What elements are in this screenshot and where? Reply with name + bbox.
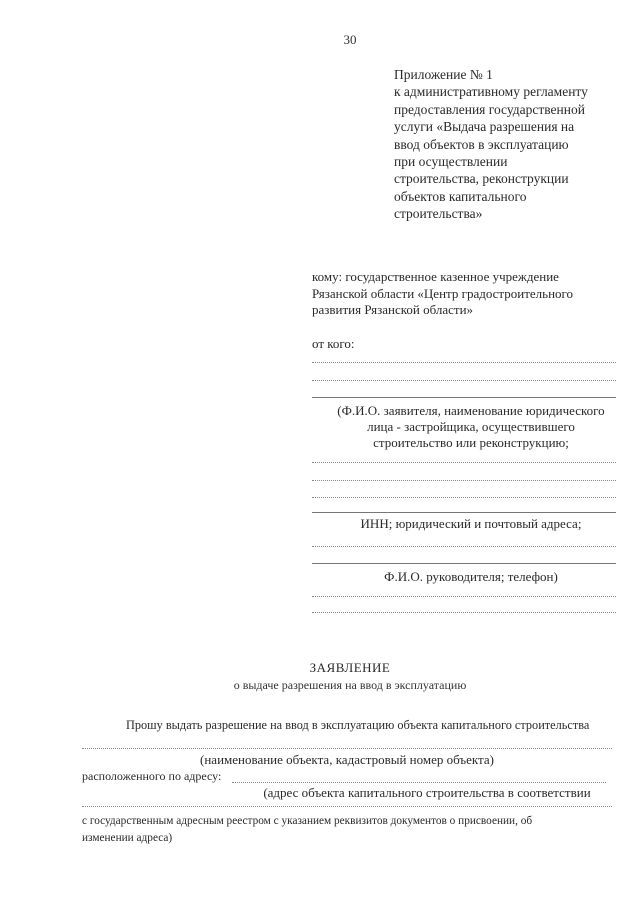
appendix-line: предоставления государственной [394, 101, 585, 117]
inn-line-1[interactable] [312, 546, 616, 547]
page-number: 30 [343, 32, 357, 47]
address-line[interactable] [232, 782, 606, 783]
inn-caption: ИНН; юридический и почтовый адреса; [360, 516, 582, 531]
appendix-line: строительства» [394, 206, 483, 222]
appendix-line: к административному регламенту [394, 84, 588, 100]
appendix-line: услуги «Выдача разрешения на [394, 119, 575, 135]
applicant-line-6[interactable] [312, 497, 616, 498]
inn-line-2[interactable] [312, 563, 616, 564]
applicant-line-7[interactable] [312, 512, 616, 513]
applicant-line-2[interactable] [312, 380, 616, 381]
object-name-line[interactable] [82, 748, 612, 749]
applicant-line-5[interactable] [312, 480, 616, 481]
recipient-line: Рязанской области «Центр градостроительного [312, 285, 574, 301]
appendix-header [394, 66, 630, 223]
head-line-2[interactable] [312, 612, 616, 613]
head-line-1[interactable] [312, 596, 616, 597]
appendix-line: ввод объектов в эксплуатацию [394, 136, 569, 152]
applicant-line-3[interactable] [312, 397, 616, 398]
head-caption: Ф.И.О. руководителя; телефон) [384, 569, 558, 584]
address-caption: (адрес объекта капитального строительства в соответствии [263, 785, 591, 800]
appendix-line: при осуществлении [394, 154, 508, 170]
object-caption: (наименование объекта, кадастровый номер объекта) [200, 752, 494, 767]
appendix-line: объектов капитального [394, 188, 527, 204]
recipient-line: кому: государственное казенное учреждение [312, 269, 559, 284]
appendix-line: строительства, реконструкции [394, 171, 569, 187]
located-label: расположенного по адресу: [82, 769, 222, 783]
applicant-caption: (Ф.И.О. заявителя, наименование юридического лица - застройщика, осуществившего строительство или реконструкцию; [337, 403, 605, 450]
registry-text-line: с государственным адресным реестром с указанием реквизитов документов о присвоении, об [82, 815, 533, 827]
recipient-line: развития Рязанской области» [312, 302, 474, 317]
sender-label: от кого: [312, 336, 355, 351]
appendix-line: Приложение № 1 [394, 67, 493, 82]
applicant-line-4[interactable] [312, 462, 616, 463]
registry-text-line: изменении адреса) [82, 832, 173, 844]
applicant-line-1[interactable] [312, 362, 616, 363]
address-line-2[interactable] [82, 806, 612, 807]
recipient-block [312, 269, 630, 319]
statement-title: ЗАЯВЛЕНИЕ [309, 660, 391, 675]
statement-subtitle: о выдаче разрешения на ввод в эксплуатацию [233, 678, 467, 692]
request-text: Прошу выдать разрешение на ввод в эксплуатацию объекта капитального строительства [126, 718, 590, 732]
